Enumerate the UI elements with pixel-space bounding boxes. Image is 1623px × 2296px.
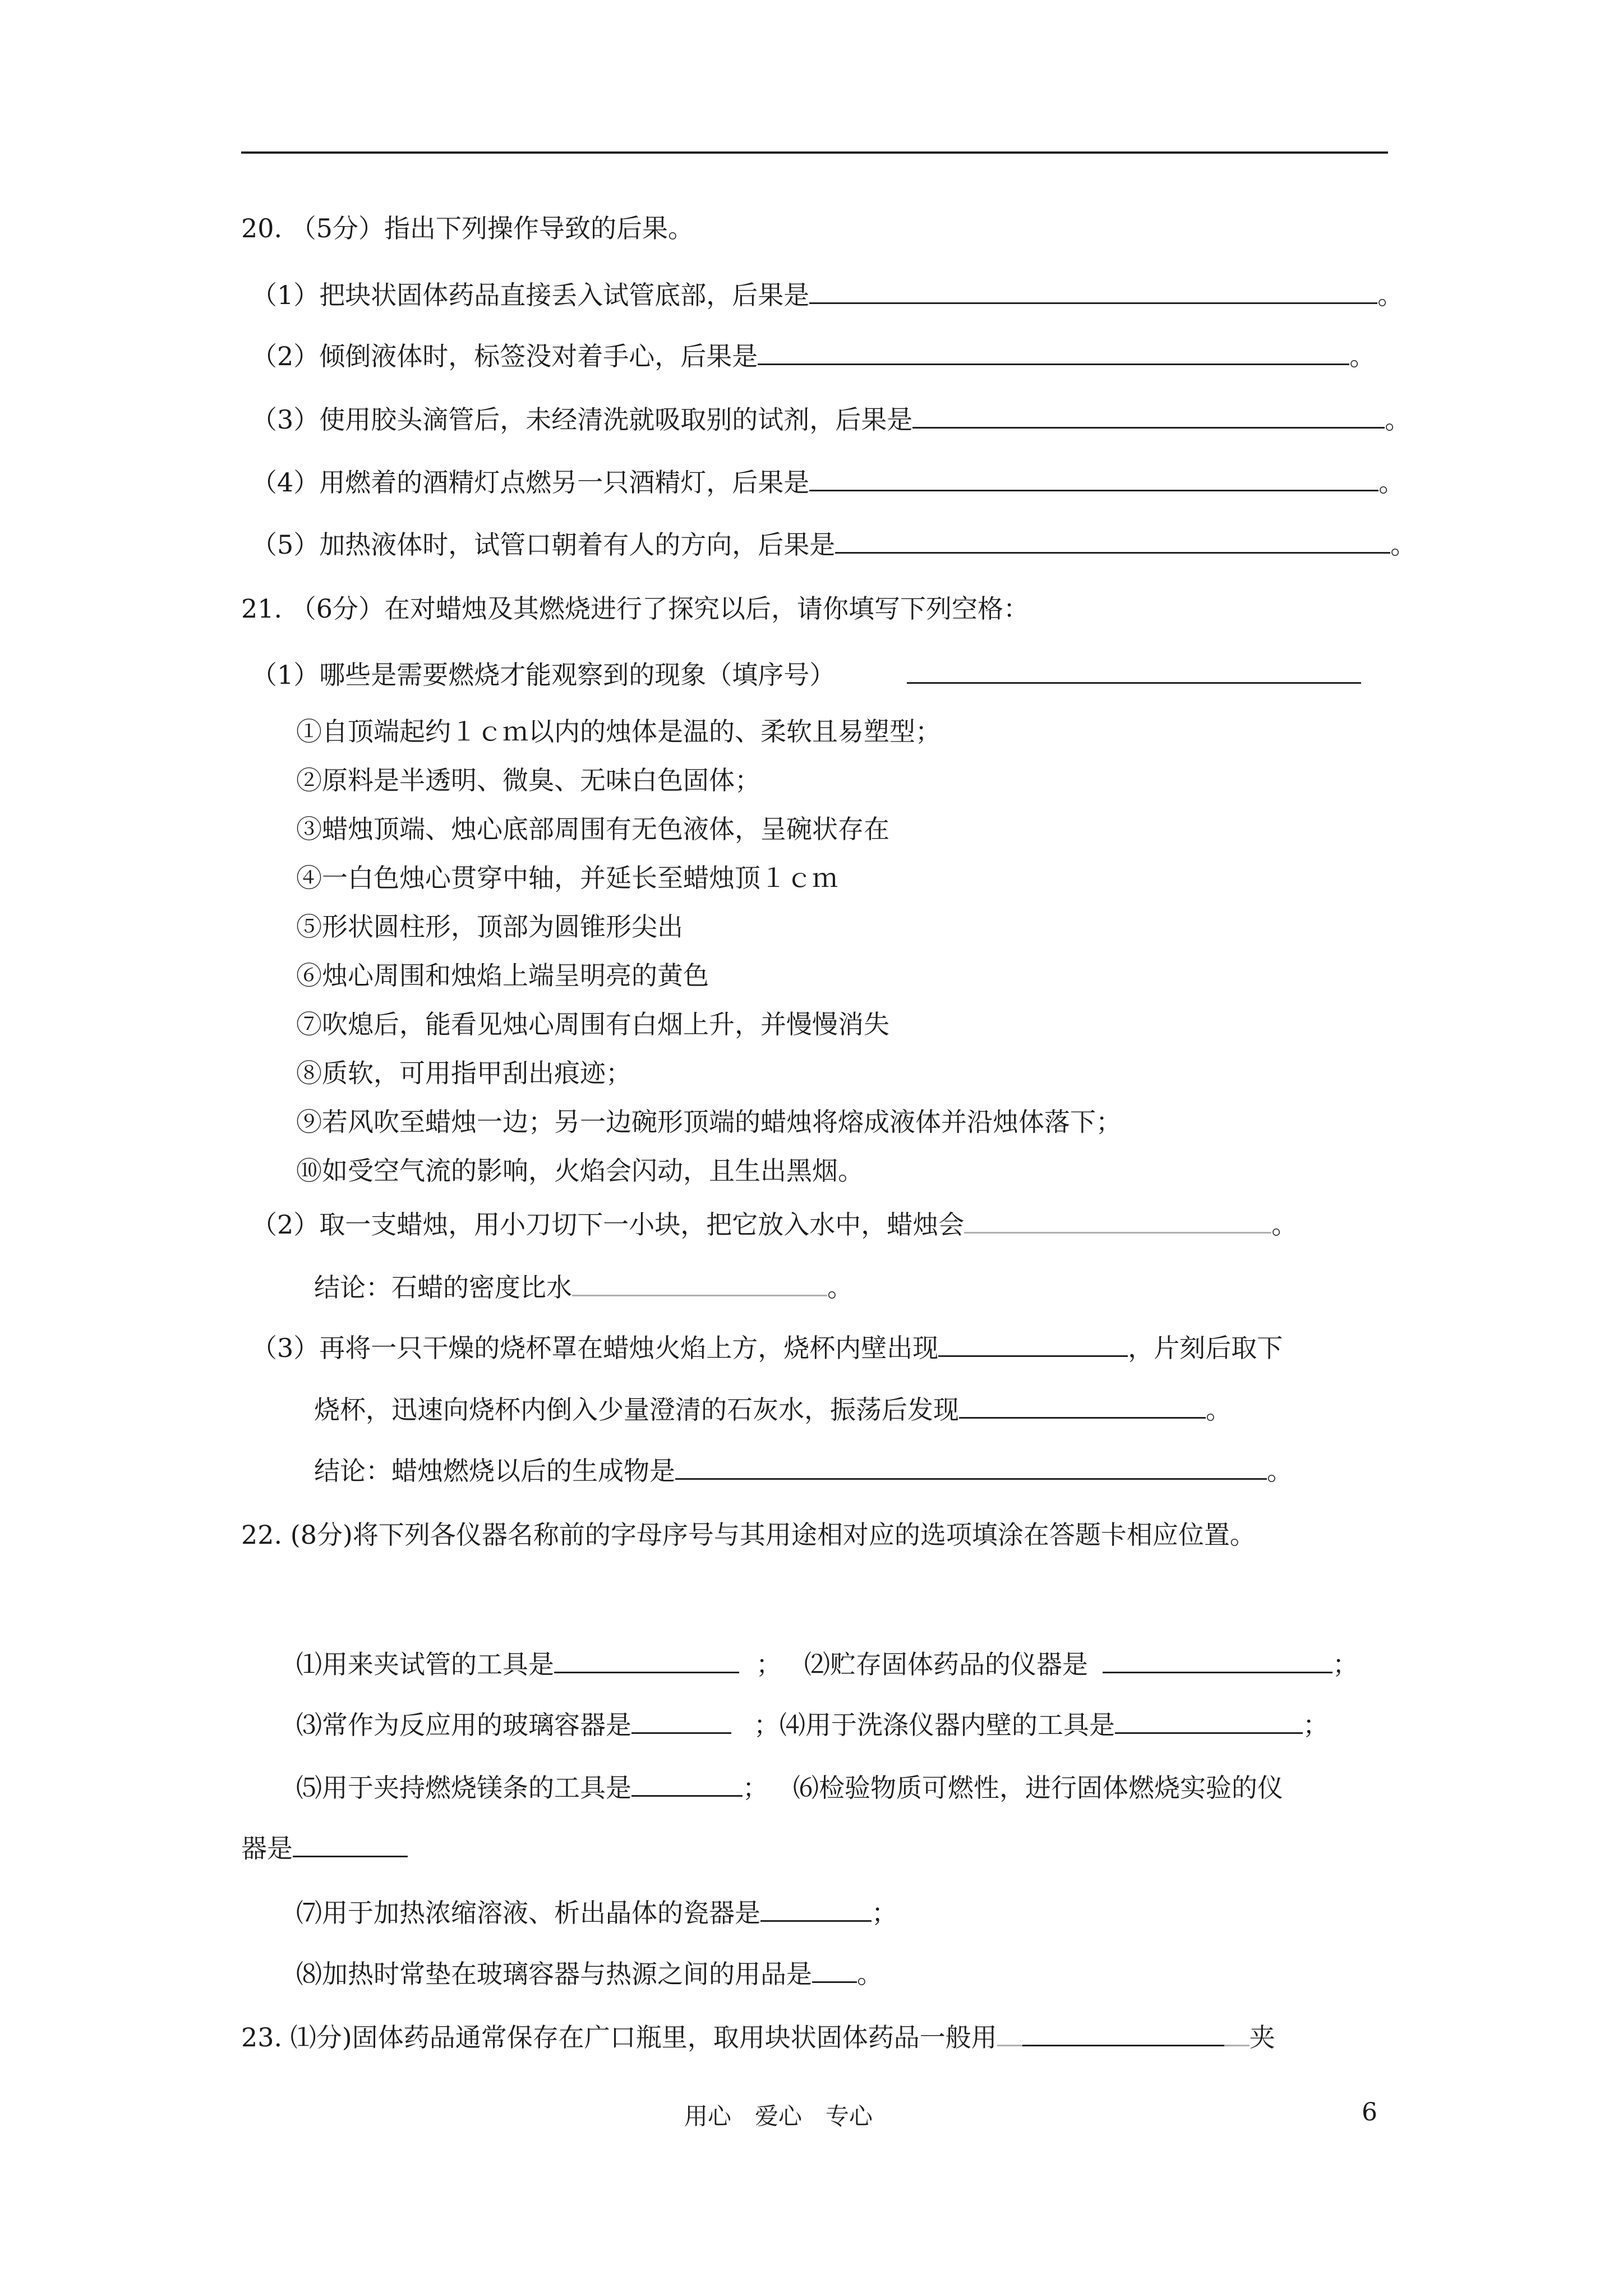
q21-part-3-conclusion-blank[interactable]	[675, 1456, 1267, 1480]
q21-option-9: ⑨若风吹至蜡烛一边；另一边碗形顶端的蜡烛将熔成液体并沿烛体落下；	[296, 1107, 1122, 1137]
q20-item-5-answer-blank[interactable]	[835, 530, 1390, 554]
q20-item-3	[251, 404, 1411, 435]
q21-option-8: ⑧质软，可用指甲刮出痕迹；	[296, 1058, 631, 1088]
q21-part-2-conclusion-blank[interactable]	[572, 1272, 827, 1296]
q22-line-5	[296, 1898, 897, 1926]
q21-heading: 21. （6分）在对蜡烛及其燃烧进行了探究以后，请你填写下列空格：	[241, 593, 1030, 624]
q20-item-4-end: 。	[1378, 467, 1405, 498]
q22-item-2-text: ⑵贮存固体药品的仪器是	[804, 1649, 1088, 1680]
q23-blank-trail	[1224, 2022, 1249, 2046]
q22-line-1	[296, 1649, 1358, 1680]
q22-item-4-end: ；	[1303, 1710, 1329, 1740]
q23-line	[241, 2022, 1275, 2053]
q21-part-2-end: 。	[1271, 1209, 1298, 1240]
q20-item-1-end: 。	[1377, 280, 1404, 310]
q23-answer-blank[interactable]	[1022, 2022, 1224, 2046]
q21-part-3-conclusion	[314, 1456, 1293, 1484]
q21-part-2-conclusion-text: 结论：石蜡的密度比水	[314, 1272, 572, 1303]
q21-part-3-answer-blank-2[interactable]	[959, 1395, 1206, 1419]
q21-part-1	[251, 660, 1361, 688]
q20-item-1-answer-blank[interactable]	[809, 280, 1377, 304]
footer-motto: 用心 爱心 专心	[684, 2102, 873, 2130]
q22-item-1-end: ；	[756, 1649, 782, 1680]
q21-part-2	[251, 1209, 1298, 1240]
q20-item-1-text: （1）把块状固体药品直接丢入试管底部，后果是	[251, 280, 810, 310]
q21-option-3: ③蜡烛顶端、烛心底部周围有无色液体，呈碗状存在	[296, 814, 889, 844]
q22-item-4-text: ；⑷用于洗涤仪器内壁的工具是	[754, 1710, 1115, 1740]
q20-item-5-text: （5）加热液体时，试管口朝着有人的方向，后果是	[251, 530, 836, 560]
q21-part-3-conclusion-end: 。	[1267, 1456, 1293, 1486]
q21-part-3-text-2: 烧杯，迅速向烧杯内倒入少量澄清的石灰水，振荡后发现	[314, 1395, 959, 1425]
q20-item-3-text: （3）使用胶头滴管后，未经清洗就吸取别的试剂，后果是	[251, 404, 913, 435]
q21-option-1: ①自顶端起约１ｃｍ以内的烛体是温的、柔软且易塑型；	[296, 716, 941, 747]
q22-item-8-text: ⑻加热时常垫在玻璃容器与热源之间的用品是	[296, 1959, 812, 1989]
q21-option-7: ⑦吹熄后，能看见烛心周围有白烟上升，并慢慢消失	[296, 1009, 889, 1039]
q21-part-3-text-1-end: ，片刻后取下	[1128, 1333, 1283, 1363]
q20-item-3-end: 。	[1385, 404, 1411, 435]
q20-item-2-text: （2）倾倒液体时，标签没对着手心，后果是	[251, 341, 758, 371]
q21-option-10: ⑩如受空气流的影响，火焰会闪动，且生出黑烟。	[296, 1156, 864, 1186]
q22-item-7-text: ⑺用于加热浓缩溶液、析出晶体的瓷器是	[296, 1898, 760, 1928]
q22-item-6-answer-blank[interactable]	[293, 1833, 408, 1857]
q21-part-1-text: （1）哪些是需要燃烧才能观察到的现象（填序号）	[251, 660, 836, 690]
q22-item-6-text-cont: 器是	[241, 1833, 293, 1864]
q22-item-5-answer-blank[interactable]	[631, 1773, 743, 1797]
q21-part-3-conclusion-text: 结论：蜡烛燃烧以后的生成物是	[314, 1456, 675, 1486]
q21-part-2-text: （2）取一支蜡烛，用小刀切下一小块，把它放入水中，蜡烛会	[251, 1209, 965, 1240]
q22-item-7-answer-blank[interactable]	[760, 1898, 872, 1922]
q21-option-2: ②原料是半透明、微臭、无味白色固体；	[296, 765, 760, 795]
q21-part-3-line-2	[314, 1395, 1232, 1423]
q21-part-2-answer-blank[interactable]	[964, 1209, 1271, 1234]
q21-option-4: ④一白色烛心贯穿中轴，并延长至蜡烛顶１ｃｍ	[296, 863, 838, 893]
q22-item-7-end: ；	[872, 1898, 897, 1928]
q20-item-2-answer-blank[interactable]	[758, 341, 1349, 365]
q21-option-6: ⑥烛心周围和烛焰上端呈明亮的黄色	[296, 960, 709, 991]
page-number: 6	[1362, 2098, 1377, 2127]
q22-item-2-end: ；	[1332, 1649, 1358, 1680]
q21-part-3-text-1: （3）再将一只干燥的烧杯罩在蜡烛火焰上方，烧杯内壁出现	[251, 1333, 939, 1363]
q22-item-1-answer-blank[interactable]	[554, 1649, 739, 1673]
q22-line-3	[296, 1773, 1283, 1801]
q21-part-3-answer-blank-1[interactable]	[938, 1333, 1128, 1357]
q22-item-2-answer-blank[interactable]	[1103, 1649, 1332, 1673]
q22-item-8-answer-blank[interactable]	[812, 1959, 857, 1983]
q22-item-3-text: ⑶常作为反应用的玻璃容器是	[296, 1710, 631, 1740]
q20-item-5-end: 。	[1390, 530, 1417, 560]
q22-item-5-text: ⑸用于夹持燃烧镁条的工具是	[296, 1773, 631, 1803]
q20-item-2	[251, 341, 1375, 369]
q21-option-5: ⑤形状圆柱形，顶部为圆锥形尖出	[296, 912, 683, 942]
q22-line-6	[296, 1959, 883, 1987]
q22-item-6-text: ⑹检验物质可燃性，进行固体燃烧实验的仪	[793, 1773, 1283, 1803]
q22-item-3-answer-blank[interactable]	[631, 1710, 731, 1734]
q21-part-3-line-1	[251, 1333, 1283, 1361]
q22-heading: 22. (8分)将下列各仪器名称前的字母序号与其用途相对应的选项填涂在答题卡相应位置。	[241, 1520, 1256, 1550]
q22-item-8-end: 。	[857, 1959, 883, 1989]
q20-item-4-text: （4）用燃着的酒精灯点燃另一只酒精灯，后果是	[251, 467, 810, 498]
q20-item-2-end: 。	[1349, 341, 1376, 371]
q20-item-1	[251, 280, 1403, 308]
q22-item-5-end: ；	[743, 1773, 768, 1803]
header-rule	[241, 151, 1388, 154]
q23-tail: 夹	[1249, 2022, 1275, 2053]
q22-line-4	[241, 1833, 408, 1864]
q21-part-3-text-2-end: 。	[1206, 1395, 1232, 1425]
q23-text: 23. ⑴分)固体药品通常保存在广口瓶里，取用块状固体药品一般用	[241, 2022, 997, 2053]
q20-item-3-answer-blank[interactable]	[912, 404, 1385, 429]
q22-item-4-answer-blank[interactable]	[1115, 1710, 1303, 1734]
q21-part-1-answer-blank[interactable]	[907, 660, 1361, 684]
q21-part-2-conclusion	[314, 1272, 853, 1303]
q20-item-4-answer-blank[interactable]	[809, 467, 1378, 491]
q23-blank-lead	[997, 2022, 1022, 2046]
q20-item-5	[251, 530, 1416, 558]
q22-line-2	[296, 1710, 1329, 1738]
q22-item-1-text: ⑴用来夹试管的工具是	[296, 1649, 554, 1680]
q20-heading: 20. （5分）指出下列操作导致的后果。	[241, 213, 694, 243]
q21-part-2-conclusion-end: 。	[827, 1272, 853, 1303]
q20-item-4	[251, 467, 1405, 498]
